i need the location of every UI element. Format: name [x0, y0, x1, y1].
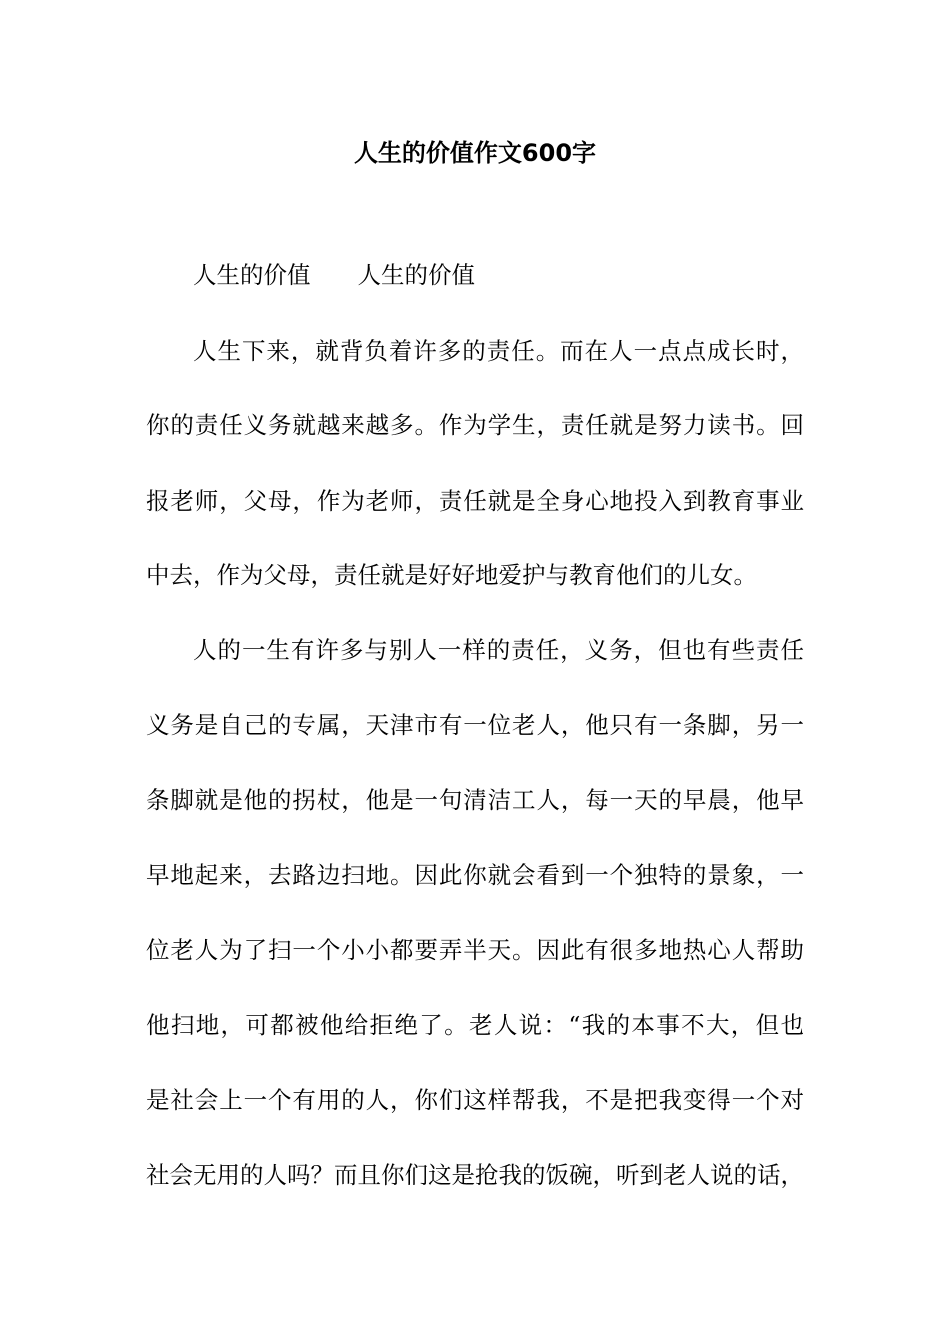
paragraph-2-line-7: 是社会上一个有用的人，你们这样帮我，不是把我变得一个对: [146, 1086, 804, 1114]
paragraph-1-line-2: 你的责任义务就越来越多。作为学生，责任就是努力读书。回: [146, 411, 804, 439]
paragraph-2-line-2: 义务是自己的专属，天津市有一位老人，他只有一条脚，另一: [146, 711, 804, 739]
subtitle-line: [193, 255, 475, 295]
paragraph-2-line-5: 位老人为了扫一个小小都要弄半天。因此有很多地热心人帮助: [146, 936, 804, 964]
subtitle-part-2: 人生的价值: [357, 261, 475, 289]
subtitle-part-1: 人生的价值: [193, 261, 311, 289]
paragraph-2-line-6: 他扫地，可都被他给拒绝了。老人说：“我的本事不大，但也: [146, 1011, 804, 1039]
paragraph-1-line-4: 中去，作为父母，责任就是好好地爱护与教育他们的儿女。: [146, 561, 757, 589]
paragraph-2-line-1: 人的一生有许多与别人一样的责任，义务，但也有些责任: [193, 636, 804, 664]
document-title: 人生的价值作文600字: [353, 139, 597, 167]
paragraph-2-line-4: 早地起来，去路边扫地。因此你就会看到一个独特的景象，一: [146, 861, 804, 889]
paragraph-2-line-3: 条脚就是他的拐杖，他是一句清洁工人，每一天的早晨，他早: [146, 786, 804, 814]
paragraph-1-line-1: 人生下来，就背负着许多的责任。而在人一点点成长时，: [193, 337, 804, 365]
paragraph-1-line-3: 报老师，父母，作为老师，责任就是全身心地投入到教育事业: [146, 487, 804, 515]
paragraph-2-line-8: 社会无用的人吗？而且你们这是抢我的饭碗，听到老人说的话，: [146, 1161, 804, 1189]
